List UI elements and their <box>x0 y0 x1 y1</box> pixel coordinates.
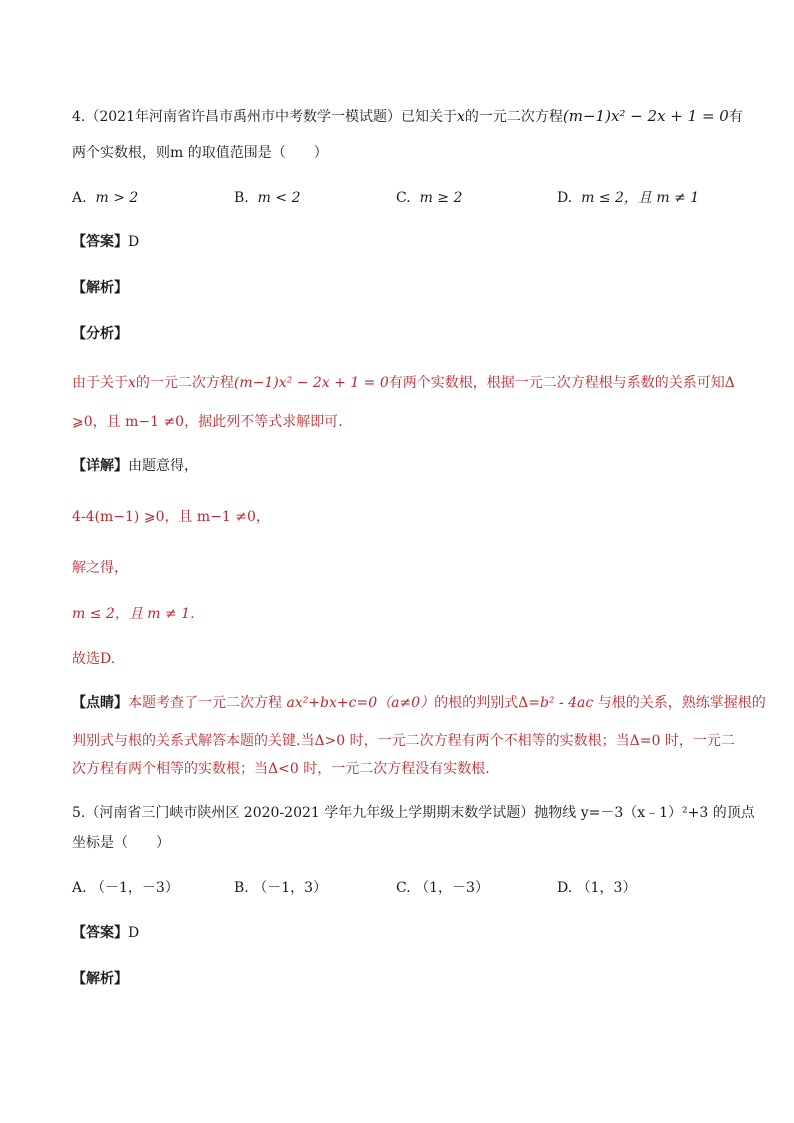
dianjing-text-a: 本题考查了一元二次方程 <box>128 695 287 711</box>
q4-detail-line2: 4-4(m−1) ⩾0，且 m−1 ≠0， <box>72 509 270 525</box>
answer-tag: 【答案】 <box>72 234 128 250</box>
q4-stem-line2: 两个实数根，则m 的取值范围是（ ） <box>72 145 328 161</box>
q5-stem-line1: 5.（河南省三门峡市陕州区 2020-2021 学年九年级上学期期末数学试题）抛物线 y=－3（x﹣1）²+3 的顶点 <box>72 805 755 821</box>
q4-dianjing-line2: 判别式与根的关系式解答本题的关键.当Δ>0 时，一元二次方程有两个不相等的实数根；当Δ=0 时，一元二 <box>72 733 735 749</box>
dianjing-text-c: 与根的关系，熟练掌握根的 <box>593 695 766 711</box>
option-label: A. <box>72 190 87 206</box>
fenxi-text-b: 的一元二次方程 <box>135 375 234 391</box>
q4-option-d <box>557 188 699 208</box>
q4-answer <box>72 232 139 252</box>
fenxi-text-a: 由于关于 <box>72 375 128 391</box>
q4-stem-text: 4.（2021年河南省许昌市禹州市中考数学一模试题）已知关于 <box>72 109 457 125</box>
option-label: D. <box>557 190 573 206</box>
answer-value: D <box>128 925 140 941</box>
q4-stem-text-c: 有 <box>728 109 743 125</box>
q5-option-d <box>557 878 636 898</box>
q4-option-b <box>234 188 300 208</box>
option-label: B. <box>234 190 249 206</box>
q4-fenxi-line2: ⩾0，且 m−1 ≠0，据此列不等式求解即可. <box>72 414 343 430</box>
q4-stem-text-b: 的一元二次方程 <box>464 109 563 125</box>
option-value: （1，3） <box>576 880 637 896</box>
q4-analysis-tag: 【解析】 <box>72 280 128 296</box>
option-label: B. <box>234 880 249 896</box>
q4-option-c <box>396 188 462 208</box>
q4-detail-line1 <box>72 456 198 476</box>
q4-fenxi-line1 <box>72 373 735 393</box>
q4-dianjing-line1 <box>72 693 766 713</box>
q5-option-a <box>72 878 179 898</box>
answer-tag: 【答案】 <box>72 925 128 941</box>
fenxi-var: x <box>128 375 136 391</box>
answer-value: D <box>128 234 140 250</box>
option-value: m > 2 <box>95 190 139 206</box>
q5-analysis-tag: 【解析】 <box>72 971 128 987</box>
dianjing-discriminant: b² - 4ac <box>539 695 594 711</box>
q4-stem-var: x <box>457 109 465 125</box>
option-value: （1，－3） <box>415 880 489 896</box>
q4-detail-line3: 解之得， <box>72 560 128 576</box>
detail-text: 由题意得， <box>128 458 198 474</box>
q5-option-b <box>234 878 327 898</box>
detail-tag: 【详解】 <box>72 458 128 474</box>
q4-detail-line5: 故选D. <box>72 651 116 667</box>
q4-fenxi-tag: 【分析】 <box>72 326 128 342</box>
dianjing-tag: 【点睛】 <box>72 695 128 711</box>
option-value: （－1，－3） <box>91 880 179 896</box>
option-value: m ≤ 2，且 m ≠ 1 <box>581 190 700 206</box>
q5-stem-line2: 坐标是（ ） <box>72 835 170 851</box>
q5-option-c <box>396 878 489 898</box>
fenxi-text-c: 有两个实数根，根据一元二次方程根与系数的关系可知Δ <box>388 375 735 391</box>
dianjing-text-b: 的根的判别式Δ= <box>434 695 540 711</box>
option-value: m < 2 <box>257 190 301 206</box>
option-label: C. <box>396 880 411 896</box>
fenxi-equation: (m−1)x² − 2x + 1 = 0 <box>233 375 389 391</box>
option-label: A. <box>72 880 87 896</box>
option-label: C. <box>396 190 411 206</box>
dianjing-equation: ax²+bx+c=0（a≠0） <box>286 695 435 711</box>
q4-option-a <box>72 188 138 208</box>
option-value: m ≥ 2 <box>419 190 463 206</box>
q4-stem-equation: (m−1)x² − 2x + 1 = 0 <box>562 107 729 125</box>
q5-answer <box>72 923 139 943</box>
option-value: （－1，3） <box>253 880 328 896</box>
option-label: D. <box>557 880 573 896</box>
q4-detail-line4: m ≤ 2，且 m ≠ 1. <box>72 606 195 622</box>
q4-dianjing-line3: 次方程有两个相等的实数根；当Δ<0 时，一元二次方程没有实数根. <box>72 761 490 777</box>
q4-stem-line1 <box>72 106 743 127</box>
